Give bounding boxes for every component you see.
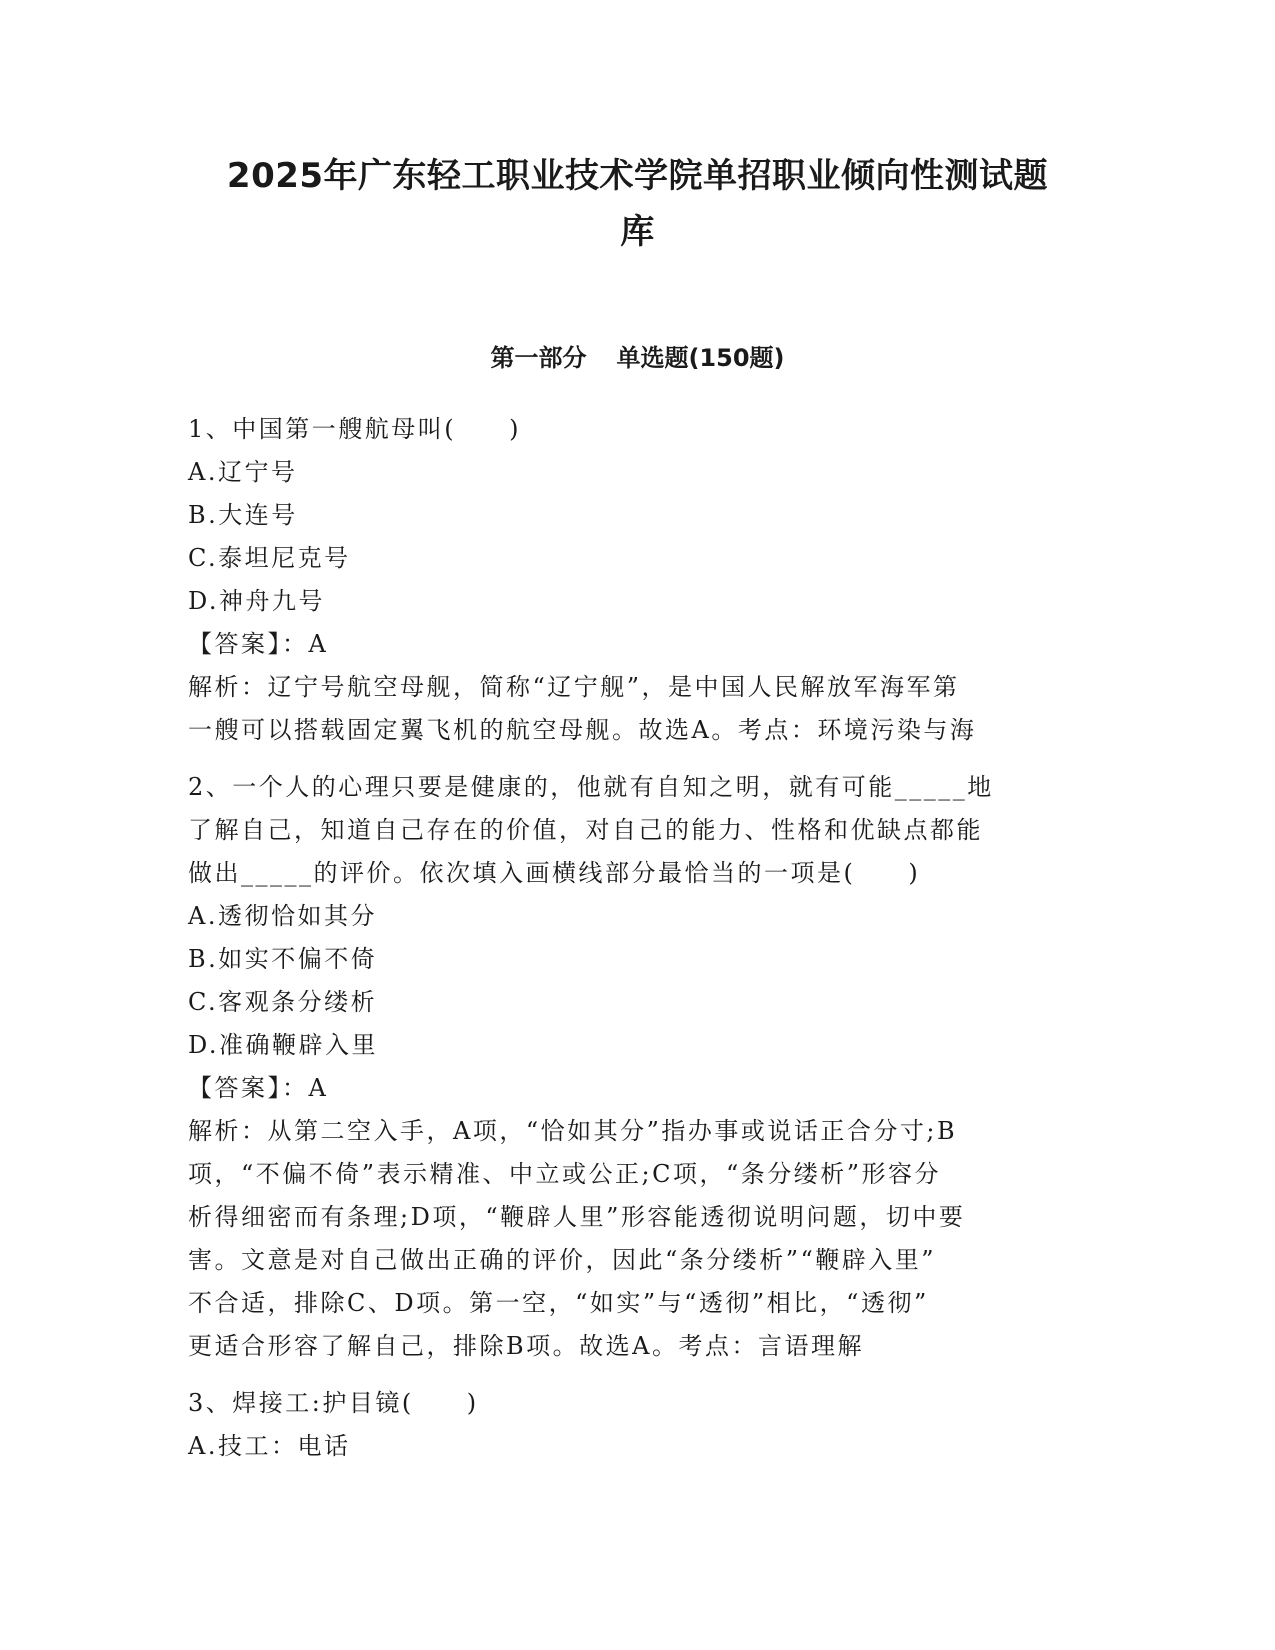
question-stem: 做出_____的评价。依次填入画横线部分最恰当的一项是( ) — [188, 859, 921, 887]
question-stem: 1、中国第一艘航母叫( ) — [188, 415, 521, 443]
question-1 — [188, 408, 1088, 752]
option-a: A.透彻恰如其分 — [188, 902, 377, 930]
option-a: A.技工：电话 — [188, 1432, 351, 1460]
option-d: D.准确鞭辟入里 — [188, 1031, 379, 1059]
title-line-1: 2025年广东轻工职业技术学院单招职业倾向性测试题 — [226, 156, 1049, 196]
question-stem: 2、一个人的心理只要是健康的，他就有自知之明，就有可能_____地 — [188, 773, 994, 801]
option-c: C.泰坦尼克号 — [188, 544, 351, 572]
option-a: A.辽宁号 — [188, 458, 298, 486]
analysis-line: 不合适，排除C、D项。第一空，“如实”与“透彻”相比，“透彻” — [188, 1289, 929, 1317]
question-stem: 3、焊接工:护目镜( ) — [188, 1389, 479, 1417]
option-b: B.如实不偏不倚 — [188, 945, 378, 973]
analysis-line: 解析：辽宁号航空母舰，简称“辽宁舰”，是中国人民解放军海军第 — [188, 673, 960, 701]
answer-label: 【答案】：A — [188, 630, 329, 658]
question-2 — [188, 766, 1088, 1368]
question-stem: 了解自己，知道自己存在的价值，对自己的能力、性格和优缺点都能 — [188, 816, 983, 844]
analysis-line: 项，“不偏不倚”表示精准、中立或公正;C项，“条分缕析”形容分 — [188, 1160, 942, 1188]
section-part: 第一部分 — [490, 344, 587, 372]
analysis-line: 一艘可以搭载固定翼飞机的航空母舰。故选A。考点：环境污染与海 — [188, 716, 977, 744]
title-line-2: 库 — [620, 212, 655, 252]
option-c: C.客观条分缕析 — [188, 988, 378, 1016]
option-b: B.大连号 — [188, 501, 298, 529]
question-list — [188, 408, 1088, 1468]
analysis-line: 害。文意是对自己做出正确的评价，因此“条分缕析”“鞭辟入里” — [188, 1246, 937, 1274]
section-heading — [150, 342, 1125, 374]
analysis-line: 更适合形容了解自己，排除B项。故选A。考点：言语理解 — [188, 1332, 864, 1360]
option-d: D.神舟九号 — [188, 587, 326, 615]
answer-label: 【答案】：A — [188, 1074, 329, 1102]
analysis-line: 析得细密而有条理;D项，“鞭辟人里”形容能透彻说明问题，切中要 — [188, 1203, 966, 1231]
analysis-line: 解析：从第二空入手，A项，“恰如其分”指办事或说话正合分寸;B — [188, 1117, 958, 1145]
section-name: 单选题(150题) — [616, 344, 785, 372]
document-title — [150, 148, 1125, 260]
question-3 — [188, 1382, 1088, 1468]
